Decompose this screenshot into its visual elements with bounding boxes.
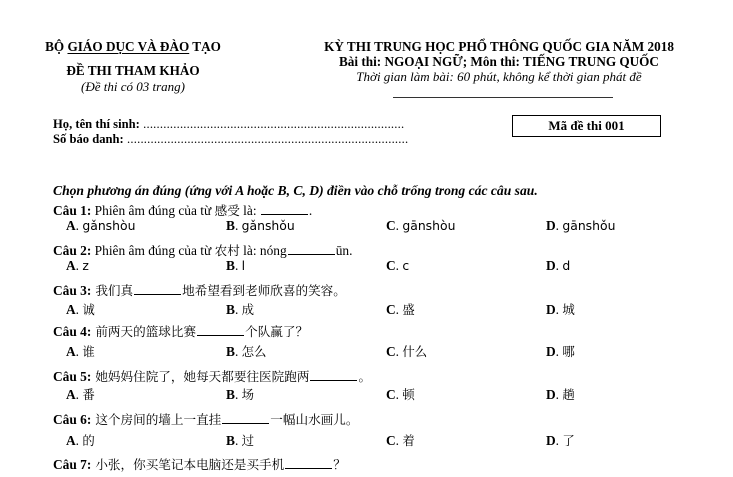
option-c: C. 什么 [386,344,428,359]
ministry-name [22,39,244,55]
option-a: A. 谁 [66,344,95,359]
question-label: Câu 2: [53,243,92,258]
question-text: 一幅山水画儿。 [270,412,359,427]
option-value: 成 [241,302,255,317]
option-value: 的 [82,433,95,448]
candidate-id-line [53,132,408,147]
option-value: 诚 [82,302,95,317]
question-7 [53,454,346,473]
candidate-id-label: Số báo danh: [53,132,124,146]
question-word: 感受 [214,203,240,218]
ministry-prefix: BỘ [45,39,68,54]
option-value: 趟 [562,387,575,402]
question-label: Câu 1: [53,203,92,218]
option-value: gǎnshòu [82,218,136,233]
answer-blank [288,253,335,255]
option-c: C. 着 [386,433,415,448]
option-d: D. 城 [546,302,575,317]
question-text: 这个房间的墙上一直挂 [91,412,222,427]
exam-type: ĐỀ THI THAM KHẢO [66,63,200,78]
option-value: 城 [562,302,575,317]
option-value: 盛 [402,302,415,317]
option-value: 谁 [82,344,95,359]
question-label: Câu 3: [53,283,92,298]
exam-subject: Bài thi: NGOẠI NGỮ; Môn thi: TIẾNG TRUNG QUỐC [339,54,659,69]
option-value: l [241,258,246,273]
option-a: A. 诚 [66,302,95,317]
answer-blank [197,334,244,336]
option-c: C. gānshòu [386,218,456,233]
question-2 [53,240,352,259]
question-text: 地希望看到老师欣喜的笑容。 [182,283,346,298]
option-d: D. gānshǒu [546,218,616,233]
option-b: B. gǎnshǒu [226,218,295,233]
page-count: (Đề thi có 03 trang) [81,79,185,94]
option-d: D. d [546,258,571,273]
question-text: 前两天的篮球比赛 [91,324,197,339]
answer-blank [134,293,181,295]
option-value: 番 [82,387,95,402]
option-value: 着 [402,433,415,448]
candidate-name-field: .............................................................................. [139,117,405,131]
question-label: Câu 6: [53,412,92,427]
answer-blank [222,422,269,424]
option-d: D. 了 [546,433,575,448]
option-value: z [82,258,89,273]
exam-code-box: Mã đề thi 001 [512,115,661,137]
option-a: A. 的 [66,433,95,448]
option-value: 场 [241,387,255,402]
candidate-id-field: .................................................................................... [123,132,409,146]
question-label: Câu 4: [53,324,92,339]
option-a: A. gǎnshòu [66,218,136,233]
option-value: 哪 [562,344,575,359]
option-value: 顿 [402,387,415,402]
option-value: gānshǒu [562,218,616,233]
question-text: Phiên âm đúng của từ [91,203,215,218]
question-text: 我们真 [91,283,134,298]
option-b: B. 成 [226,302,255,317]
option-value: gānshòu [402,218,456,233]
option-d: D. 哪 [546,344,575,359]
question-3 [53,280,346,299]
section-instruction: Chọn phương án đúng (ứng với A hoặc B, C, D) điền vào chỗ trống trong các câu sau. [53,183,538,198]
ministry-suffix: TẠO [189,39,221,54]
question-label: Câu 5: [53,369,92,384]
question-text: là: nóng [239,243,287,258]
question-5 [53,366,371,385]
question-text: 小张，你买笔记本电脑还是买手机 [91,457,285,472]
ministry-underlined: GIÁO DỤC VÀ ĐÀO [67,39,190,54]
question-6 [53,409,358,428]
option-c: C. c [386,258,410,273]
option-c: C. 顿 [386,387,415,402]
option-value: 过 [241,433,255,448]
question-text: ūn. [335,243,353,258]
question-1 [53,200,312,219]
option-value: d [562,258,571,273]
option-b: B. 怎么 [226,344,267,359]
option-a: A. 番 [66,387,95,402]
exam-title: KỲ THI TRUNG HỌC PHỔ THÔNG QUỐC GIA NĂM 2018 [324,39,674,54]
question-4 [53,321,308,340]
question-text: 她妈妈住院了，她每天都要往医院跑两 [91,369,310,384]
option-b: B. l [226,258,246,273]
question-text: ？ [333,457,346,472]
question-text: là: [239,203,260,218]
question-text: . [308,203,313,218]
option-d: D. 趟 [546,387,575,402]
answer-blank [285,467,332,469]
option-value: 了 [562,433,575,448]
question-text: 个队赢了？ [245,324,309,339]
option-value: 什么 [402,344,428,359]
option-b: B. 场 [226,387,255,402]
exam-time: Thời gian làm bài: 60 phút, không kể thời gian phát đề [356,69,642,84]
candidate-name-label: Họ, tên thí sinh: [53,117,140,131]
option-value: c [402,258,410,273]
answer-blank [261,213,308,215]
candidate-name-line [53,117,404,132]
option-c: C. 盛 [386,302,415,317]
header-divider [393,97,613,98]
question-text: 。 [358,369,372,384]
option-value: 怎么 [241,344,267,359]
option-b: B. 过 [226,433,255,448]
question-word: 农村 [214,243,240,258]
question-text: Phiên âm đúng của từ [91,243,215,258]
option-a: A. z [66,258,89,273]
option-value: gǎnshǒu [241,218,295,233]
answer-blank [310,379,357,381]
question-label: Câu 7: [53,457,92,472]
